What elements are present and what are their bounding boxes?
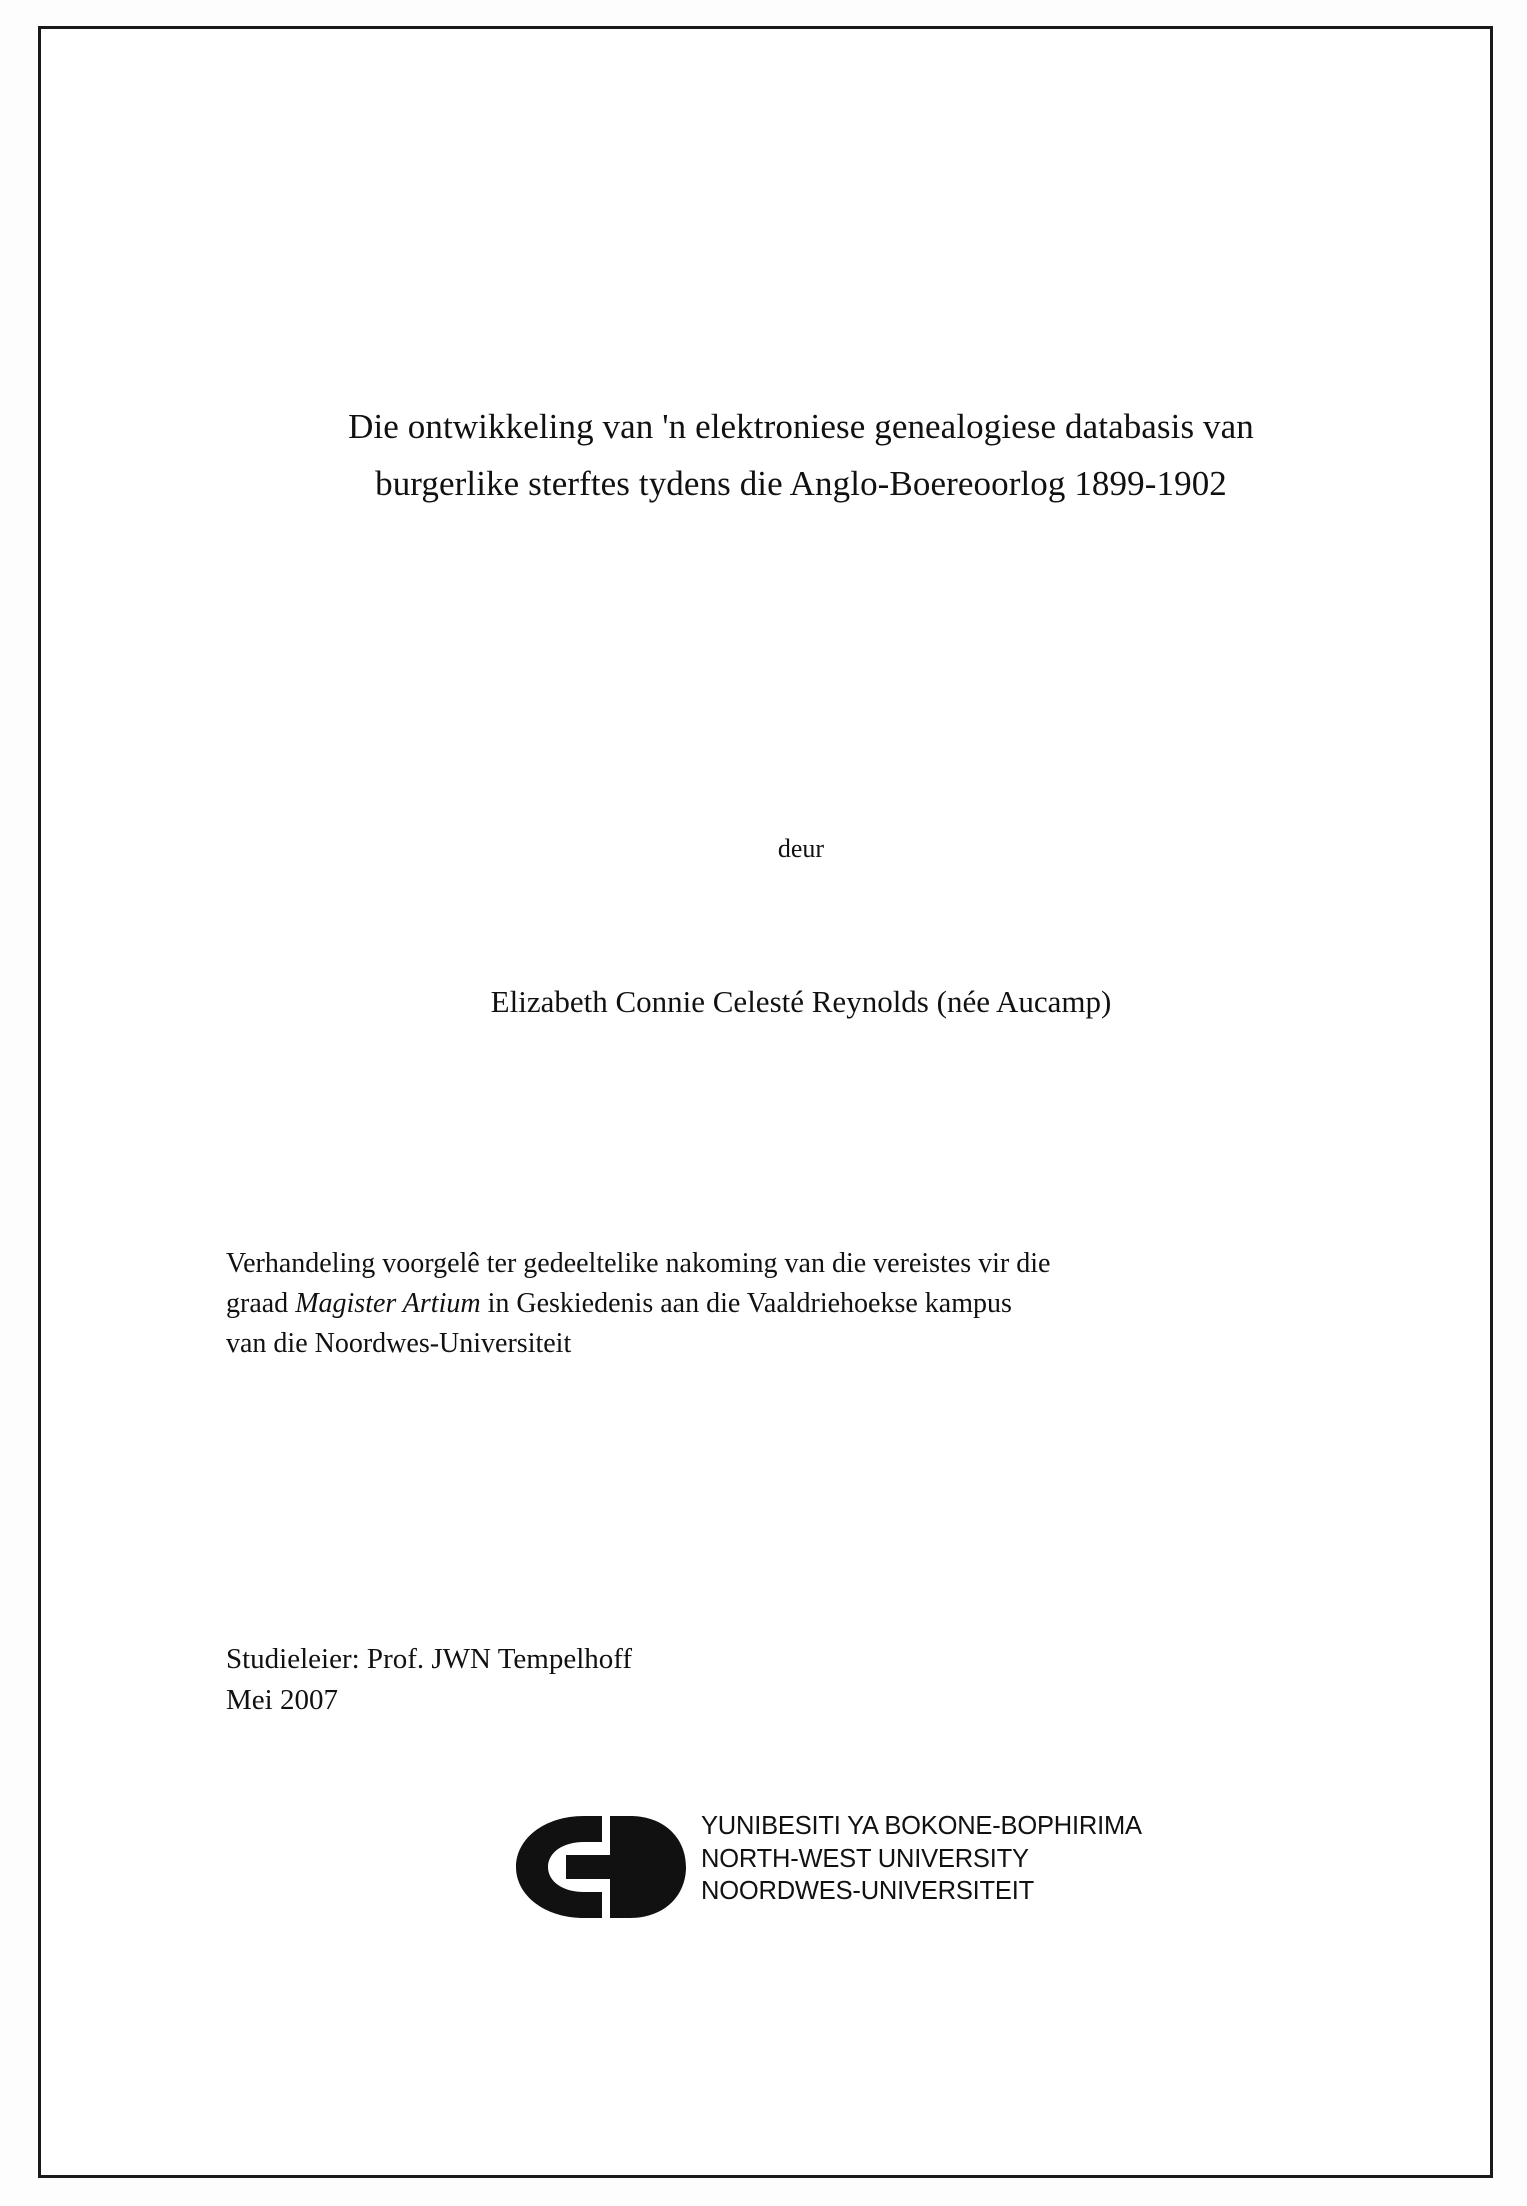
logo-line-3: NOORDWES-UNIVERSITEIT	[701, 1877, 1034, 1906]
statement-line-2-post: in Geskiedenis aan die Vaaldriehoekse kampus	[480, 1287, 1012, 1319]
page-border-frame	[38, 26, 1493, 2178]
university-logo	[506, 1804, 1206, 1934]
statement-line-2	[226, 1284, 1371, 1324]
nwu-logo-icon	[506, 1808, 696, 1926]
degree-name: Magister Artium	[295, 1287, 481, 1319]
statement-line-1: Verhandeling voorgelê ter gedeeltelike nakoming van die vereistes vir die	[226, 1248, 1051, 1279]
logo-line-1: YUNIBESITI YA BOKONE-BOPHIRIMA	[701, 1812, 1142, 1840]
supervisor-block	[226, 1639, 1126, 1721]
supervisor-line: Studieleier: Prof. JWN Tempelhoff	[226, 1643, 633, 1675]
author-name: Elizabeth Connie Celesté Reynolds (née Aucamp)	[490, 984, 1112, 1019]
byline-label: deur	[777, 834, 825, 863]
degree-statement	[226, 1244, 1371, 1363]
page-title	[221, 399, 1381, 512]
title-line-2: burgerlike sterftes tydens die Anglo-Boereoorlog 1899-1902	[375, 463, 1227, 503]
title-line-1: Die ontwikkeling van 'n elektroniese genealogiese databasis van	[348, 407, 1254, 446]
statement-line-2-pre: graad	[226, 1287, 296, 1319]
statement-line-3: van die Noordwes-Universiteit	[226, 1327, 572, 1359]
page-content	[221, 29, 1381, 2175]
logo-line-2: NORTH-WEST UNIVERSITY	[701, 1844, 1029, 1873]
date-line: Mei 2007	[226, 1684, 338, 1717]
logo-wordmark	[701, 1810, 1142, 1908]
